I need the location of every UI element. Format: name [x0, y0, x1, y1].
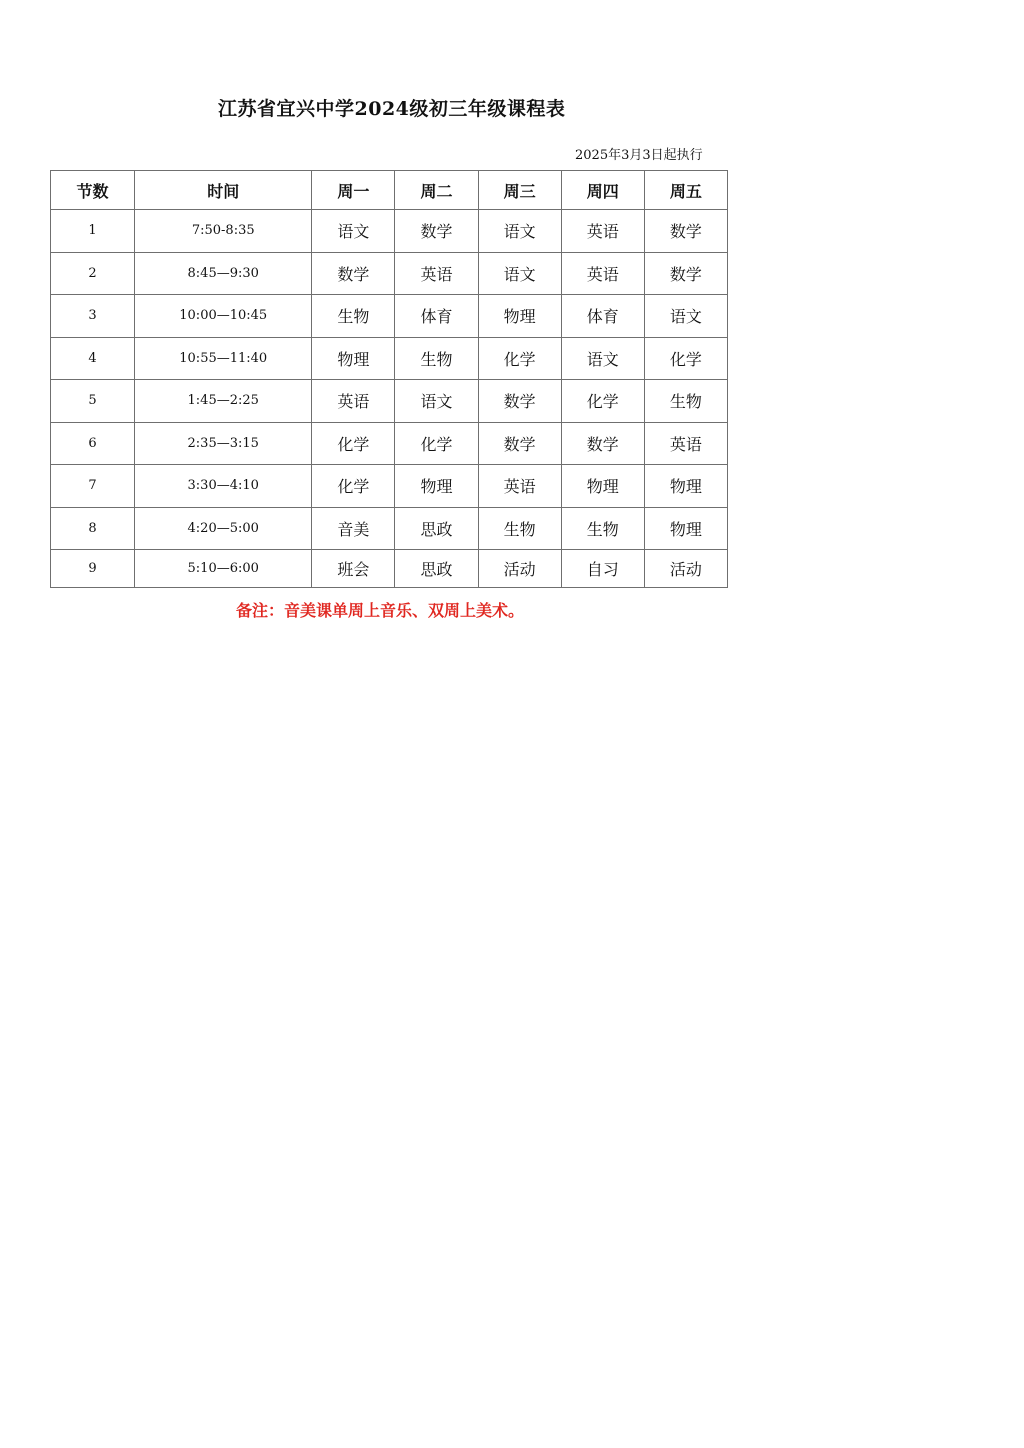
subject-cell: 体育 [561, 295, 644, 338]
subject-cell: 活动 [478, 550, 561, 588]
subject-cell: 化学 [561, 380, 644, 423]
header-period: 节数 [51, 171, 135, 210]
subject-cell: 生物 [478, 507, 561, 550]
subject-cell: 生物 [395, 337, 478, 380]
header-time: 时间 [135, 171, 312, 210]
subject-cell: 生物 [644, 380, 727, 423]
subject-cell: 数学 [644, 252, 727, 295]
table-row [51, 380, 728, 423]
subject-cell: 语文 [478, 210, 561, 253]
time-cell: 10:55—11:40 [135, 337, 312, 380]
subject-cell: 数学 [395, 210, 478, 253]
time-cell: 4:20—5:00 [135, 507, 312, 550]
time-cell: 1:45—2:25 [135, 380, 312, 423]
subject-cell: 英语 [395, 252, 478, 295]
subject-cell: 物理 [478, 295, 561, 338]
schedule-table [50, 170, 728, 588]
period-cell: 6 [51, 422, 135, 465]
period-cell: 5 [51, 380, 135, 423]
subject-cell: 思政 [395, 550, 478, 588]
subject-cell: 数学 [312, 252, 395, 295]
time-cell: 8:45—9:30 [135, 252, 312, 295]
subject-cell: 化学 [644, 337, 727, 380]
period-cell: 7 [51, 465, 135, 508]
subject-cell: 英语 [478, 465, 561, 508]
subject-cell: 物理 [644, 465, 727, 508]
subject-cell: 思政 [395, 507, 478, 550]
table-row [51, 252, 728, 295]
subject-cell: 数学 [644, 210, 727, 253]
period-cell: 1 [51, 210, 135, 253]
period-cell: 4 [51, 337, 135, 380]
subject-cell: 体育 [395, 295, 478, 338]
subject-cell: 英语 [561, 210, 644, 253]
subject-cell: 数学 [478, 380, 561, 423]
subject-cell: 化学 [478, 337, 561, 380]
subject-cell: 生物 [561, 507, 644, 550]
subject-cell: 英语 [644, 422, 727, 465]
header-monday: 周一 [312, 171, 395, 210]
subject-cell: 班会 [312, 550, 395, 588]
period-cell: 2 [51, 252, 135, 295]
period-cell: 3 [51, 295, 135, 338]
subject-cell: 语文 [644, 295, 727, 338]
table-row [51, 295, 728, 338]
subject-cell: 语文 [561, 337, 644, 380]
subject-cell: 物理 [561, 465, 644, 508]
subject-cell: 数学 [478, 422, 561, 465]
time-cell: 7:50-8:35 [135, 210, 312, 253]
time-cell: 5:10—6:00 [135, 550, 312, 588]
subject-cell: 化学 [395, 422, 478, 465]
doc-title: 江苏省宜兴中学2024级初三年级课程表 [218, 98, 566, 120]
subject-cell: 语文 [478, 252, 561, 295]
subject-cell: 活动 [644, 550, 727, 588]
subject-cell: 数学 [561, 422, 644, 465]
period-cell: 9 [51, 550, 135, 588]
period-cell: 8 [51, 507, 135, 550]
header-wednesday: 周三 [478, 171, 561, 210]
table-row [51, 337, 728, 380]
remark-note: 备注：音美课单周上音乐、双周上美术。 [236, 601, 525, 620]
table-row [51, 210, 728, 253]
time-cell: 3:30—4:10 [135, 465, 312, 508]
subject-cell: 物理 [395, 465, 478, 508]
header-tuesday: 周二 [395, 171, 478, 210]
header-thursday: 周四 [561, 171, 644, 210]
table-row [51, 507, 728, 550]
header-row [51, 171, 728, 210]
subject-cell: 化学 [312, 422, 395, 465]
subject-cell: 英语 [561, 252, 644, 295]
table-row [51, 422, 728, 465]
subject-cell: 英语 [312, 380, 395, 423]
subject-cell: 化学 [312, 465, 395, 508]
subject-cell: 语文 [395, 380, 478, 423]
time-cell: 2:35—3:15 [135, 422, 312, 465]
subject-cell: 物理 [644, 507, 727, 550]
header-friday: 周五 [644, 171, 727, 210]
subject-cell: 音美 [312, 507, 395, 550]
effective-date: 2025年3月3日起执行 [575, 148, 703, 163]
table-row [51, 550, 728, 588]
subject-cell: 物理 [312, 337, 395, 380]
subject-cell: 生物 [312, 295, 395, 338]
time-cell: 10:00—10:45 [135, 295, 312, 338]
subject-cell: 自习 [561, 550, 644, 588]
table-row [51, 465, 728, 508]
subject-cell: 语文 [312, 210, 395, 253]
